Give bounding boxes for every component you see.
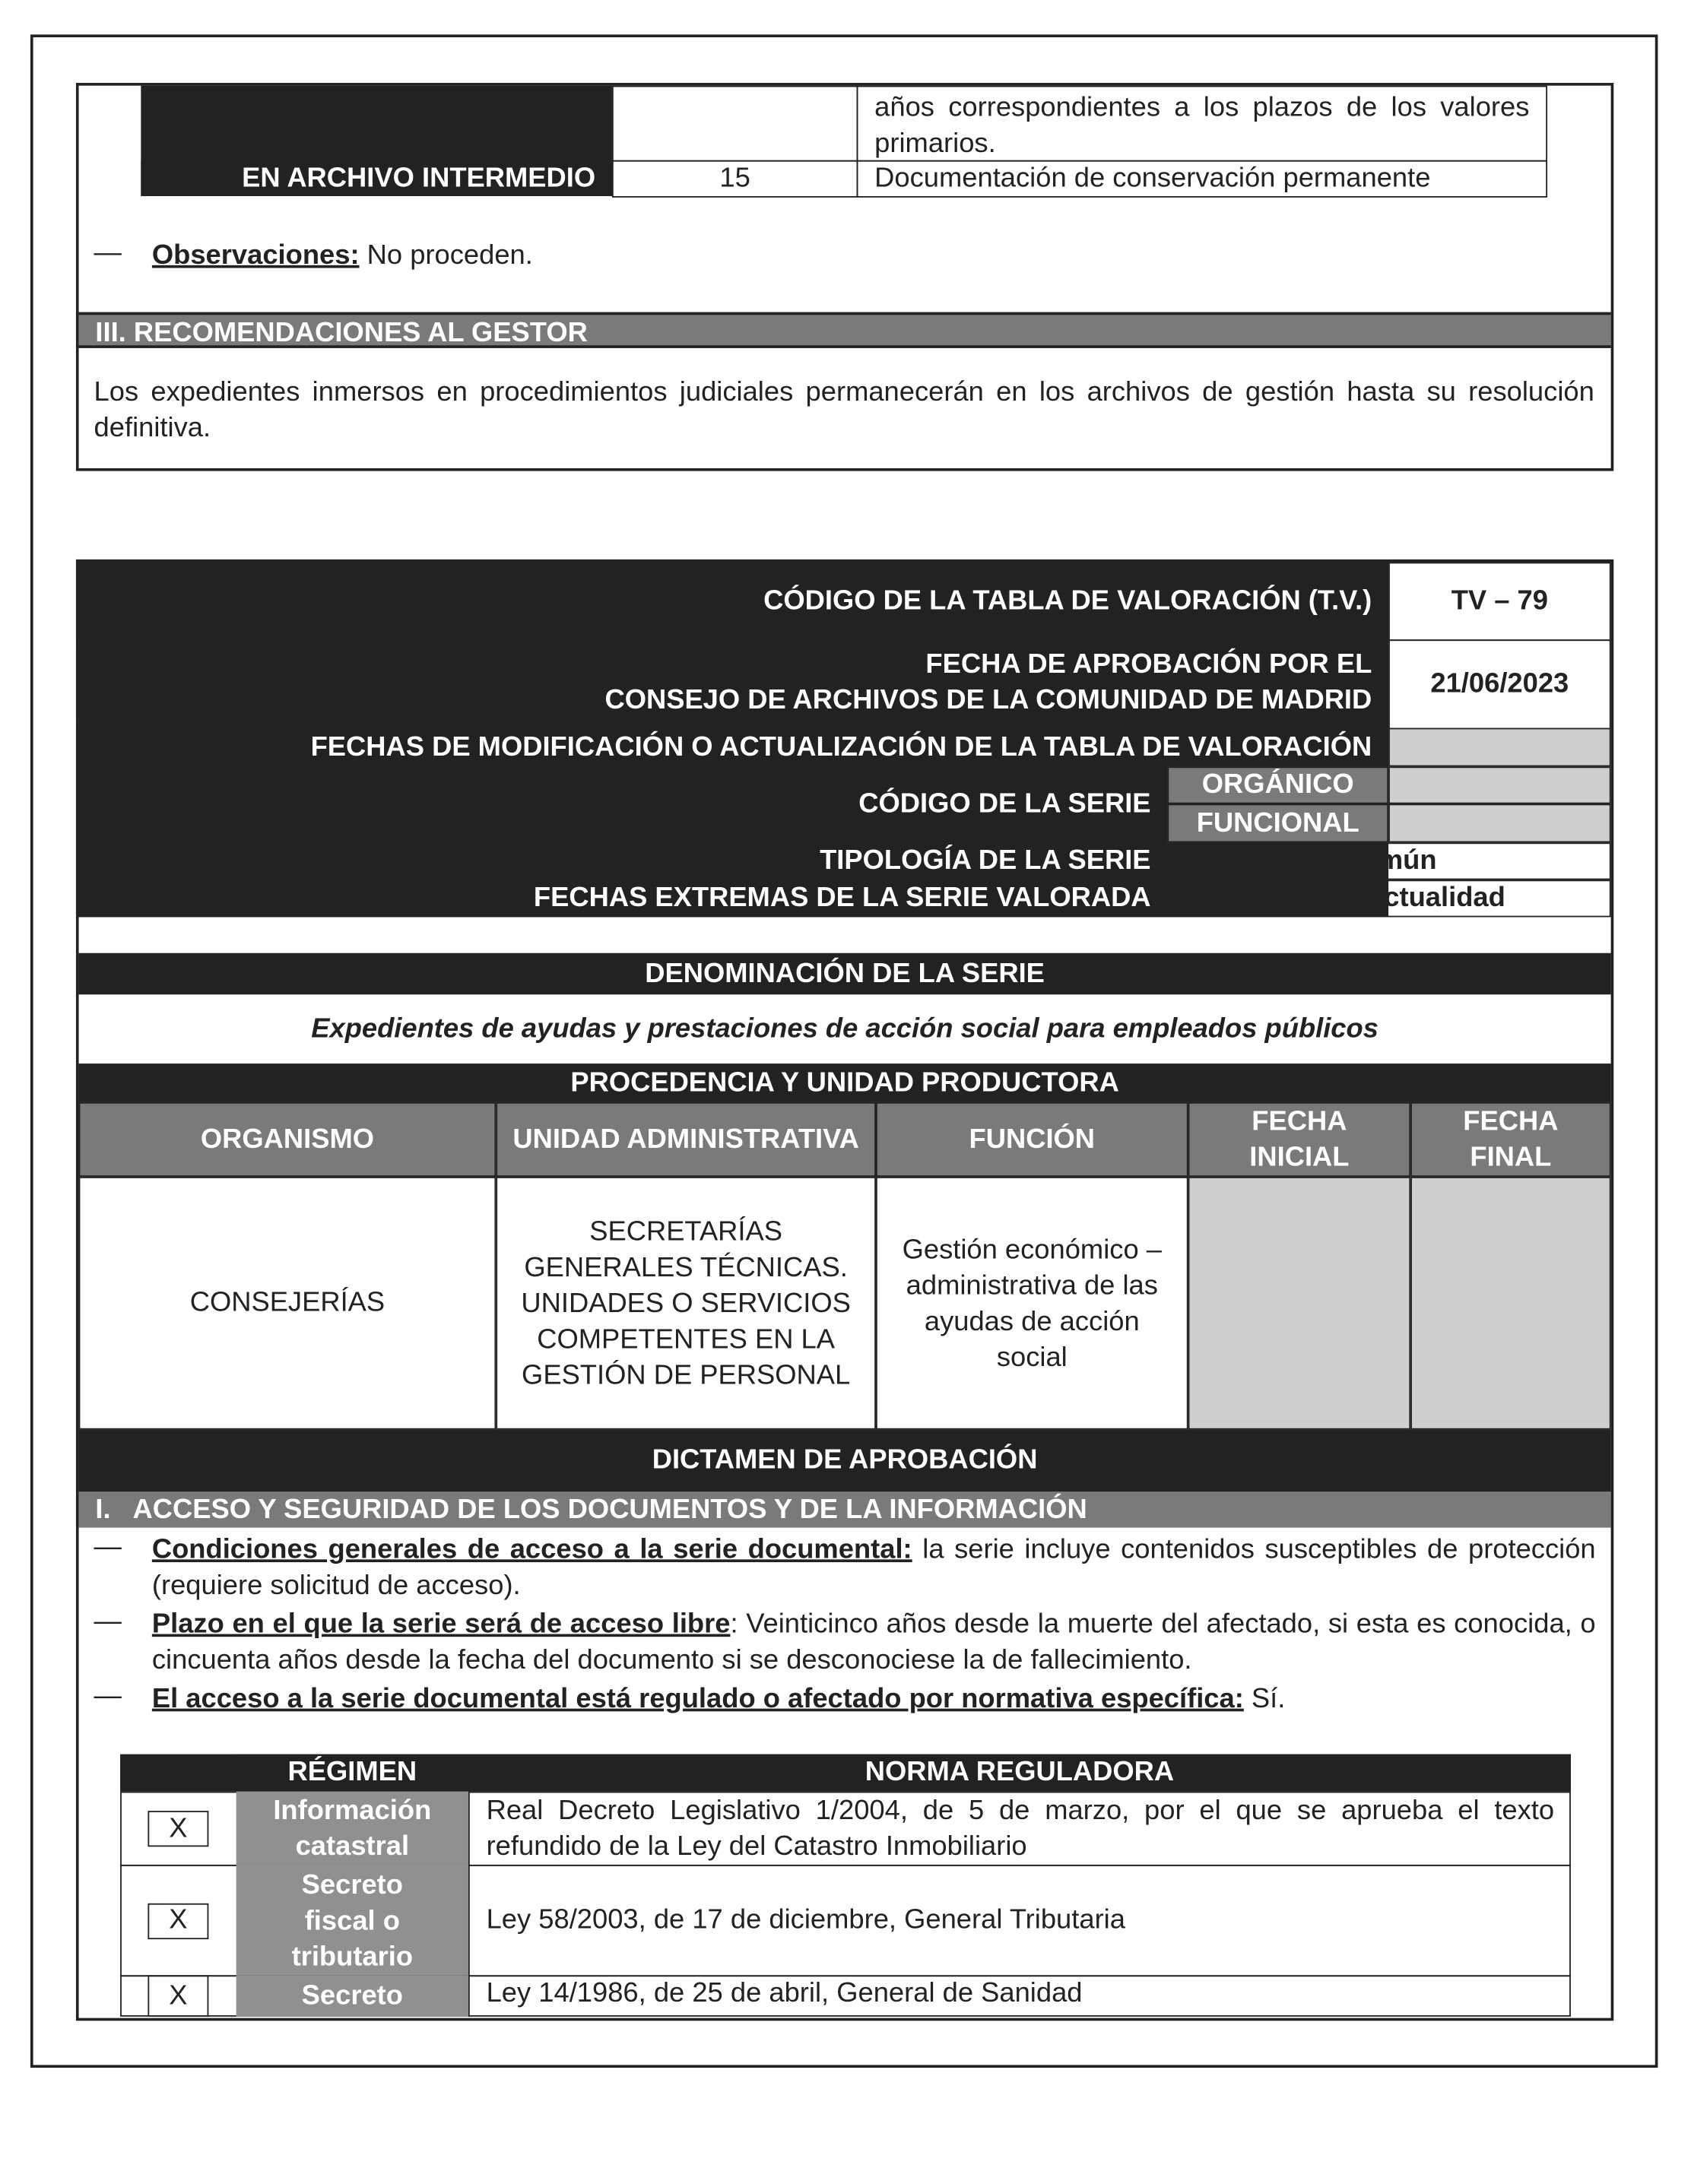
regimen-label: Secreto fiscal o tributario [236,1865,468,1976]
dash: — [94,237,122,268]
denominacion-header: DENOMINACIÓN DE LA SERIE [79,953,1611,995]
checkbox-mark: X [148,1903,208,1938]
cell-fecha-final [1410,1177,1610,1430]
col-fecha-inicial: FECHA INICIAL [1188,1102,1411,1177]
cell-fecha-inicial [1188,1177,1411,1430]
cell-organismo: CONSEJERÍAS [79,1177,497,1430]
fecha-aprob-label-1: FECHA DE APROBACIÓN POR EL [925,648,1372,680]
tipologia: Común [1167,842,1610,880]
checkbox-cell [120,1975,236,2017]
cell-unidad: SECRETARÍAS GENERALES TÉCNICAS. UNIDADES O SERVICIOS COMPETENTES EN LA GESTIÓN DE PERSONAL [496,1177,876,1430]
bullet-plazo [152,1606,1596,1678]
retention-years: 15 [612,160,858,198]
checkbox-cell [120,1792,236,1866]
fecha-aprob-label [79,646,1389,718]
retention-label: EN ARCHIVO INTERMEDIO [141,160,612,196]
fecha-aprob: 21/06/2023 [1388,639,1611,729]
observaciones-label: Observaciones: [151,240,360,271]
codigo-serie-label: CÓDIGO DE LA SERIE [79,766,1168,842]
dash: — [94,1532,122,1563]
cell-funcion: Gestión económico – administrativa de las ayudas de acción social [876,1177,1188,1430]
regimen-label: Información catastral [236,1792,468,1866]
bullet-label: El acceso a la serie documental está regulado o afectado por normativa específica: [151,1683,1244,1714]
recomendaciones-text: Los expedientes inmersos en procedimientos judiciales permanecerán en los archivos de gestión hasta su resolución definitiva. [94,377,1594,444]
col-fecha-final: FECHA FINAL [1410,1102,1610,1177]
codigo-tv-label: CÓDIGO DE LA TABLA DE VALORACIÓN (T.V.) [79,563,1389,640]
retention-text-2: Documentación de conservación permanente [857,160,1548,198]
col-unidad: UNIDAD ADMINISTRATIVA [496,1102,876,1177]
col-organismo: ORGANISMO [79,1102,497,1177]
bullet-label: Plazo en el que la serie será de acceso libre [151,1609,731,1640]
norma-text: Ley 58/2003, de 17 de diciembre, General Tributaria [468,1865,1571,1976]
tipologia-label: TIPOLOGÍA DE LA SERIE [79,842,1168,880]
dash: — [94,1606,122,1637]
bullet-text: la serie incluye contenidos susceptibles de protección (requiere solicitud de acceso). [151,1534,1596,1601]
denominacion: Expedientes de ayudas y prestaciones de acción social para empleados públicos [311,1013,1378,1044]
organico-value [1388,766,1611,804]
acceso-header: I. ACCESO Y SEGURIDAD DE LOS DOCUMENTOS Y DE LA INFORMACIÓN [79,1491,1611,1527]
bullet-text: : Veinticinco años desde la muerte del afectado, si esta es conocida, o cincuenta años desde la fecha del documento si se desconociese la de fallecimiento. [151,1609,1596,1676]
fechas-ext: 1983 – Actualidad [1167,880,1610,917]
bullet-condiciones [152,1532,1596,1603]
norma-text: Real Decreto Legislativo 1/2004, de 5 de marzo, por el que se aprueba el texto refundido de la Ley del Catastro Inmobiliario [468,1792,1571,1866]
organico-label: ORGÁNICO [1167,766,1388,804]
col-funcion: FUNCIÓN [876,1102,1188,1177]
retention-text-1: años correspondientes a los plazos de los valores primarios. [857,86,1548,162]
observaciones [152,238,1596,274]
procedencia-header: PROCEDENCIA Y UNIDAD PRODUCTORA [79,1063,1611,1102]
regimen-label: Secreto [236,1975,468,2017]
fecha-aprob-label-2: CONSEJO DE ARCHIVOS DE LA COMUNIDAD DE MADRID [604,685,1372,716]
norma-header: NORMA REGULADORA [468,1754,1571,1792]
codigo-tv: TV – 79 [1388,563,1611,642]
fechas-mod-label: FECHAS DE MODIFICACIÓN O ACTUALIZACIÓN DE LA TABLA DE VALORACIÓN [79,728,1389,767]
norma-text: Ley 14/1986, de 25 de abril, General de Sanidad [468,1975,1571,2017]
regimen-header: RÉGIMEN [236,1754,468,1792]
dash: — [94,1681,122,1712]
recomendaciones-header: III. RECOMENDACIONES AL GESTOR [79,312,1611,348]
observaciones-text: No proceden. [359,240,533,271]
checkbox-mark: X [148,1975,208,2017]
retention-years-empty [612,86,858,162]
dictamen-header: DICTAMEN DE APROBACIÓN [79,1430,1611,1492]
funcional-label: FUNCIONAL [1167,804,1388,842]
bullet-normativa [152,1681,1596,1716]
fechas-ext-label: FECHAS EXTREMAS DE LA SERIE VALORADA [79,880,1168,917]
checkbox-cell [120,1865,236,1976]
checkbox-mark: X [148,1811,208,1846]
funcional-value [1388,804,1611,842]
bullet-label: Condiciones generales de acceso a la serie documental: [151,1534,912,1565]
fechas-mod-value [1388,728,1611,767]
bullet-text: Sí. [1243,1683,1286,1714]
